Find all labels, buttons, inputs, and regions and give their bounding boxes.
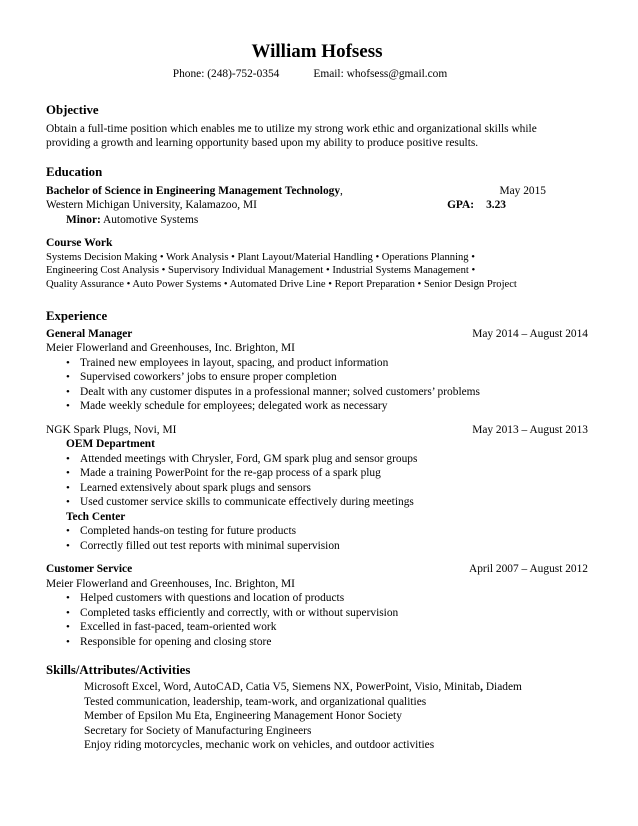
job-dates: May 2014 – August 2014 <box>472 327 588 340</box>
skills-line: Tested communication, leadership, team-work, and organizational qualities <box>84 695 427 708</box>
list-item: • Trained new employees in layout, spacing, and product information <box>46 356 592 371</box>
job-employer: NGK Spark Plugs, Novi, MI <box>46 423 177 436</box>
degree-title: Bachelor of Science in Engineering Management Technology <box>46 184 341 197</box>
list-item: • Excelled in fast-paced, team-oriented work <box>46 620 592 635</box>
coursework-line: Systems Decision Making • Work Analysis • Plant Layout/Material Handling • Operations Planning • <box>46 251 475 263</box>
list-item: • Completed hands-on testing for future products <box>46 524 592 539</box>
job-employer: Meier Flowerland and Greenhouses, Inc. Brighton, MI <box>46 577 295 590</box>
department-title: OEM Department <box>66 438 155 451</box>
resume-page <box>46 40 592 753</box>
list-item: • Used customer service skills to communicate effectively during meetings <box>46 495 592 510</box>
gpa-value: 3.23 <box>486 199 506 211</box>
job-title: Customer Service <box>46 563 133 576</box>
phone-text: Phone: (248)-752-0354 <box>172 68 280 80</box>
email-text: Email: whofsess@gmail.com <box>313 68 448 80</box>
objective-line: providing a growth and learning opportunity based upon my ability to produce positive results. <box>46 137 479 149</box>
job-bullets <box>46 524 592 553</box>
minor-row <box>46 213 592 228</box>
list-item: • Attended meetings with Chrysler, Ford, GM spark plug and sensor groups <box>46 452 592 467</box>
job-header-row <box>46 423 592 438</box>
list-item: • Helped customers with questions and location of products <box>46 591 592 606</box>
objective-heading: Objective <box>46 102 99 117</box>
coursework-line: Quality Assurance • Auto Power Systems • Automated Drive Line • Report Preparation • Senior Design Project <box>46 279 517 291</box>
degree-text <box>46 184 343 199</box>
candidate-name: William Hofsess <box>251 41 383 62</box>
education-heading: Education <box>46 164 103 179</box>
job-title: General Manager <box>46 327 133 340</box>
skills-list <box>46 680 592 753</box>
list-item: • Supervised coworkers’ jobs to ensure proper completion <box>46 370 592 385</box>
skills-line: Secretary for Society of Manufacturing Engineers <box>84 724 312 737</box>
job-bullets <box>46 452 592 510</box>
objective-line: Obtain a full-time position which enables me to utilize my strong work ethic and organizational skills while <box>46 122 537 135</box>
skills-software: Microsoft Excel, Word, AutoCAD, Catia V5, Siemens NX, PowerPoint, Visio, Minitab <box>84 681 481 694</box>
skills-line: Enjoy riding motorcycles, mechanic work on vehicles, and outdoor activities <box>84 739 435 752</box>
job-header-row <box>46 562 592 577</box>
list-item: • Made a training PowerPoint for the re-gap process of a spark plug <box>46 466 592 481</box>
objective-text <box>46 122 592 151</box>
job-dates: May 2013 – August 2013 <box>472 423 588 436</box>
job-header-row <box>46 327 592 342</box>
job-employer: Meier Flowerland and Greenhouses, Inc. Brighton, MI <box>46 342 295 355</box>
degree-row <box>46 184 592 199</box>
skills-line <box>46 680 592 695</box>
degree-date: May 2015 <box>499 184 546 197</box>
minor-value: Automotive Systems <box>103 213 199 226</box>
skills-heading: Skills/Attributes/Activities <box>46 663 191 678</box>
coursework-list <box>46 251 592 292</box>
experience-heading: Experience <box>46 308 108 323</box>
school-text: Western Michigan University, Kalamazoo, MI <box>46 199 257 211</box>
skills-comma: , <box>480 681 483 694</box>
coursework-heading: Course Work <box>46 236 113 249</box>
skills-line: Member of Epsilon Mu Eta, Engineering Management Honor Society <box>84 710 402 723</box>
list-item: • Made weekly schedule for employees; delegated work as necessary <box>46 399 592 414</box>
coursework-line: Engineering Cost Analysis • Supervisory Individual Management • Industrial Systems Management • <box>46 265 476 277</box>
gpa <box>447 198 506 213</box>
contact-line <box>28 67 592 82</box>
list-item: • Responsible for opening and closing store <box>46 635 592 650</box>
list-item: • Correctly filled out test reports with minimal supervision <box>46 539 592 554</box>
list-item: • Dealt with any customer disputes in a professional manner; solved customers’ problems <box>46 385 592 400</box>
gpa-label: GPA: <box>447 199 475 211</box>
skills-diadem: Diadem <box>485 681 522 694</box>
job-dates: April 2007 – August 2012 <box>469 563 588 576</box>
department-title: Tech Center <box>66 510 126 523</box>
job-bullets <box>46 591 592 649</box>
job-bullets <box>46 356 592 414</box>
list-item: • Completed tasks efficiently and correctly, with or without supervision <box>46 606 592 621</box>
list-item: • Learned extensively about spark plugs and sensors <box>46 481 592 496</box>
degree-comma: , <box>340 184 343 197</box>
school-row <box>46 198 592 213</box>
minor-label: Minor: <box>66 213 101 226</box>
